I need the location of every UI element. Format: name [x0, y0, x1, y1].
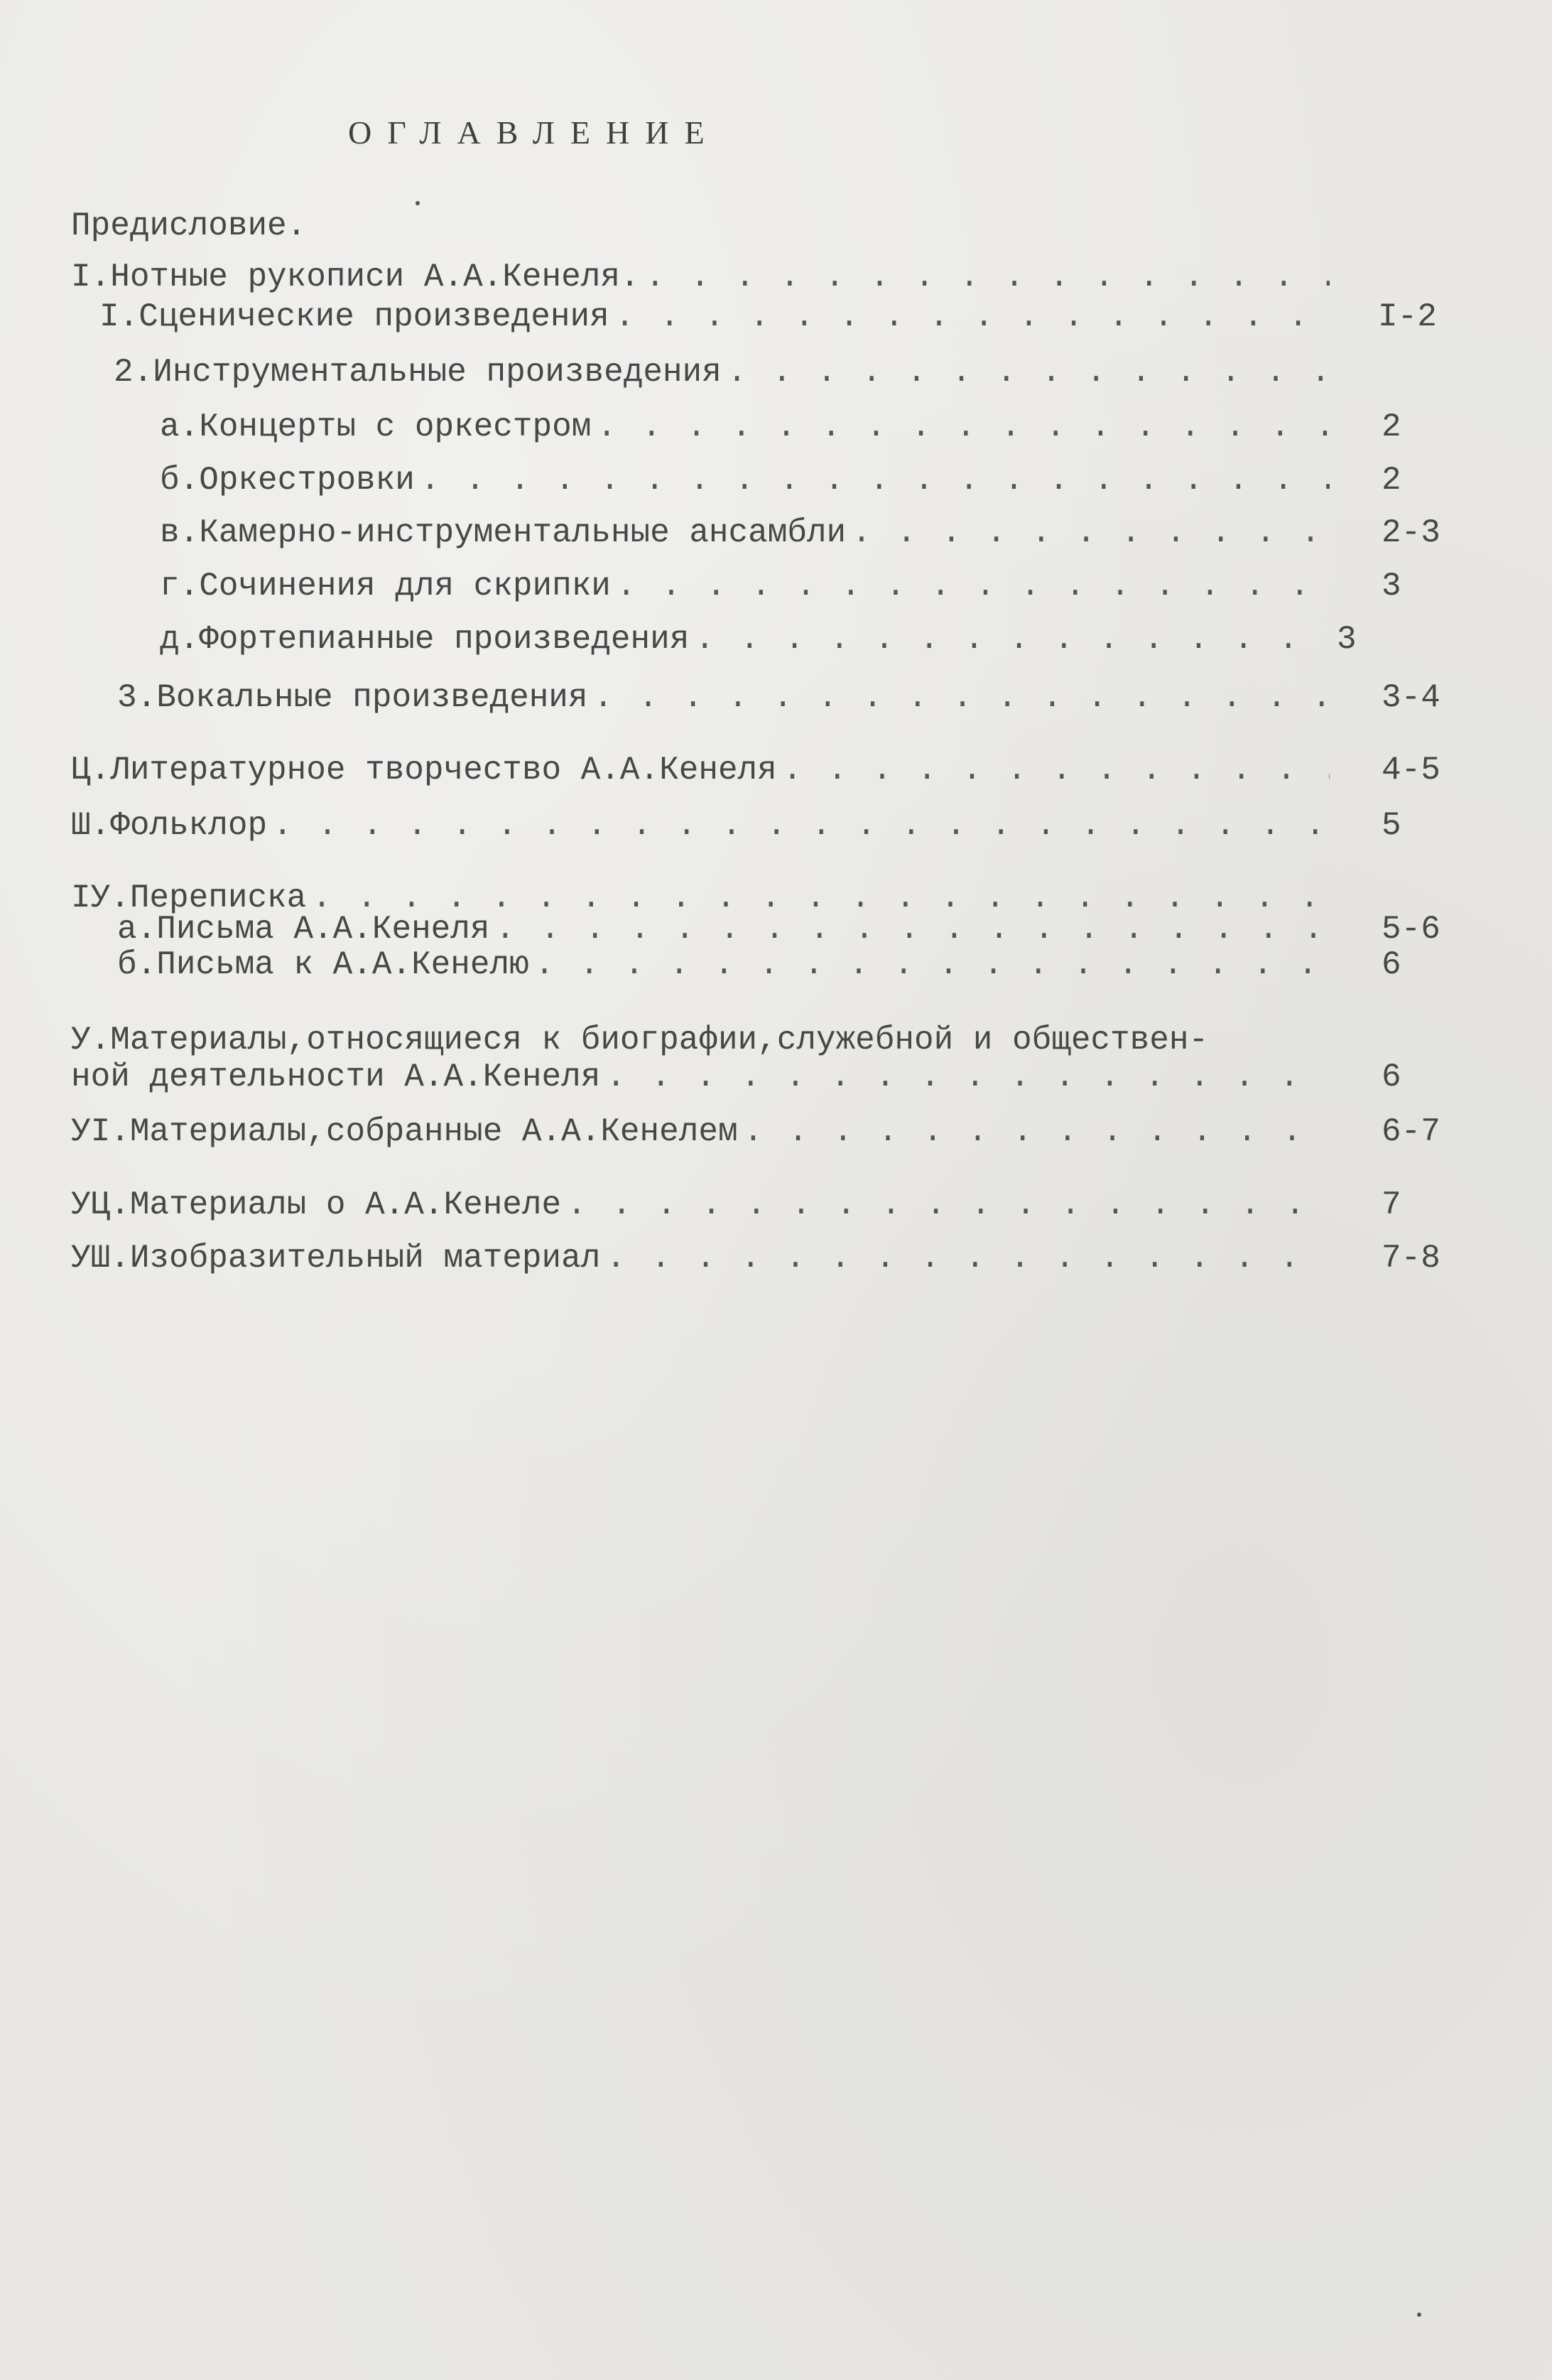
toc-entry-label: б.Письма к А.А.Кенелю: [117, 946, 529, 983]
toc-entry-label: б.Оркестровки: [160, 462, 415, 499]
toc-entry-page: 3: [1382, 568, 1401, 605]
dot-leader: [420, 460, 1330, 500]
toc-entry-page: 6: [1382, 1059, 1401, 1096]
toc-entry-label: Ц.Литературное творчество А.А.Кенеля: [71, 752, 777, 789]
toc-entry-label: 3.Вокальные произведения: [117, 679, 588, 716]
toc-entry-label: У.Материалы,относящиеся к биографии,служебной и обществен-: [71, 1022, 1209, 1059]
toc-entry-page: 2-3: [1382, 514, 1440, 551]
dot-leader: [606, 1057, 1330, 1097]
toc-entry-section-1: [71, 257, 1335, 297]
toc-entry-4-b: [117, 945, 1335, 985]
dot-leader: [567, 1185, 1330, 1225]
dot-leader: [744, 1112, 1330, 1152]
toc-entry-page: I-2: [1378, 298, 1437, 335]
toc-entry-4-a: [117, 909, 1335, 949]
dot-leader: [695, 620, 1330, 659]
toc-entry-section-5-line-2: [71, 1057, 1335, 1097]
toc-entry-page: 2: [1382, 409, 1401, 445]
dot-leader: [594, 678, 1330, 718]
toc-entry-label: в.Камерно-инструментальные ансамбли: [160, 514, 847, 551]
toc-entry-page: 6-7: [1382, 1113, 1440, 1150]
toc-entry-label: д.Фортепианные произведения: [160, 621, 690, 658]
toc-entry-section-5-line-1: [71, 1020, 1364, 1060]
dot-leader: [727, 352, 1330, 392]
toc-entry-page: 6: [1382, 946, 1401, 983]
toc-entry-page: 4-5: [1382, 752, 1440, 789]
toc-entry-section-7: [71, 1185, 1335, 1225]
toc-entry-page: 3: [1337, 621, 1357, 658]
toc-entry-label: IУ.Переписка: [71, 880, 307, 916]
toc-entry-1-2-b: [160, 460, 1335, 500]
toc-entry-label: а.Письма А.А.Кенеля: [117, 911, 490, 948]
toc-entry-1-2-g: [160, 566, 1335, 606]
toc-entry-label: I.Сценические произведения: [99, 298, 609, 335]
toc-entry-label: ной деятельности А.А.Кенеля: [71, 1059, 601, 1096]
toc-entry-label: г.Сочинения для скрипки: [160, 568, 611, 605]
page-title: ОГЛАВЛЕНИЕ: [348, 114, 720, 151]
toc-entry-1-2-v: [160, 513, 1335, 553]
toc-entry-label: УЦ.Материалы о А.А.Кенеле: [71, 1186, 562, 1223]
dot-leader: [597, 407, 1330, 447]
dot-leader: [273, 806, 1351, 845]
toc-entry-page: 5: [1382, 807, 1401, 844]
toc-entry-label: а.Концерты с оркестром: [160, 409, 592, 445]
toc-entry-page: 2: [1382, 462, 1401, 499]
toc-entry-page: 7-8: [1382, 1240, 1440, 1277]
toc-entry-label: УШ.Изобразительный материал: [71, 1240, 601, 1277]
dot-leader: [535, 945, 1330, 985]
stray-ink-mark: [416, 201, 420, 205]
toc-entry-section-8: [71, 1238, 1335, 1278]
dot-leader: [617, 566, 1330, 606]
toc-entry-1-3: [117, 678, 1335, 718]
toc-entry-label: I.Нотные рукописи А.А.Кенеля.: [71, 259, 640, 296]
dot-leader: [646, 257, 1330, 297]
toc-entry-1-1: [99, 297, 1335, 337]
toc-entry-page: 3-4: [1382, 679, 1440, 716]
toc-entry-label: Ш.Фольклор: [71, 807, 268, 844]
toc-entry-section-3: [71, 806, 1357, 845]
toc-entry-page: 7: [1382, 1186, 1401, 1223]
toc-entry-section-2: [71, 750, 1335, 790]
toc-entry-1-2: [114, 352, 1335, 392]
toc-entry-1-2-d: [160, 620, 1335, 659]
dot-leader: [606, 1238, 1330, 1278]
toc-entry-label: 2.Инструментальные произведения: [114, 354, 722, 391]
toc-entry-page: 5-6: [1382, 911, 1440, 948]
toc-entry-section-6: [71, 1112, 1335, 1152]
toc-entry-label: УI.Материалы,собранные А.А.Кенелем: [71, 1113, 738, 1150]
toc-entry-label: Предисловие.: [71, 207, 307, 244]
dot-leader: [852, 513, 1330, 553]
toc-entry-preface: [71, 206, 355, 246]
stray-ink-mark: [1417, 2313, 1421, 2317]
dot-leader: [615, 297, 1330, 337]
toc-entry-1-2-a: [160, 407, 1335, 447]
dot-leader: [783, 750, 1330, 790]
dot-leader: [496, 909, 1330, 949]
